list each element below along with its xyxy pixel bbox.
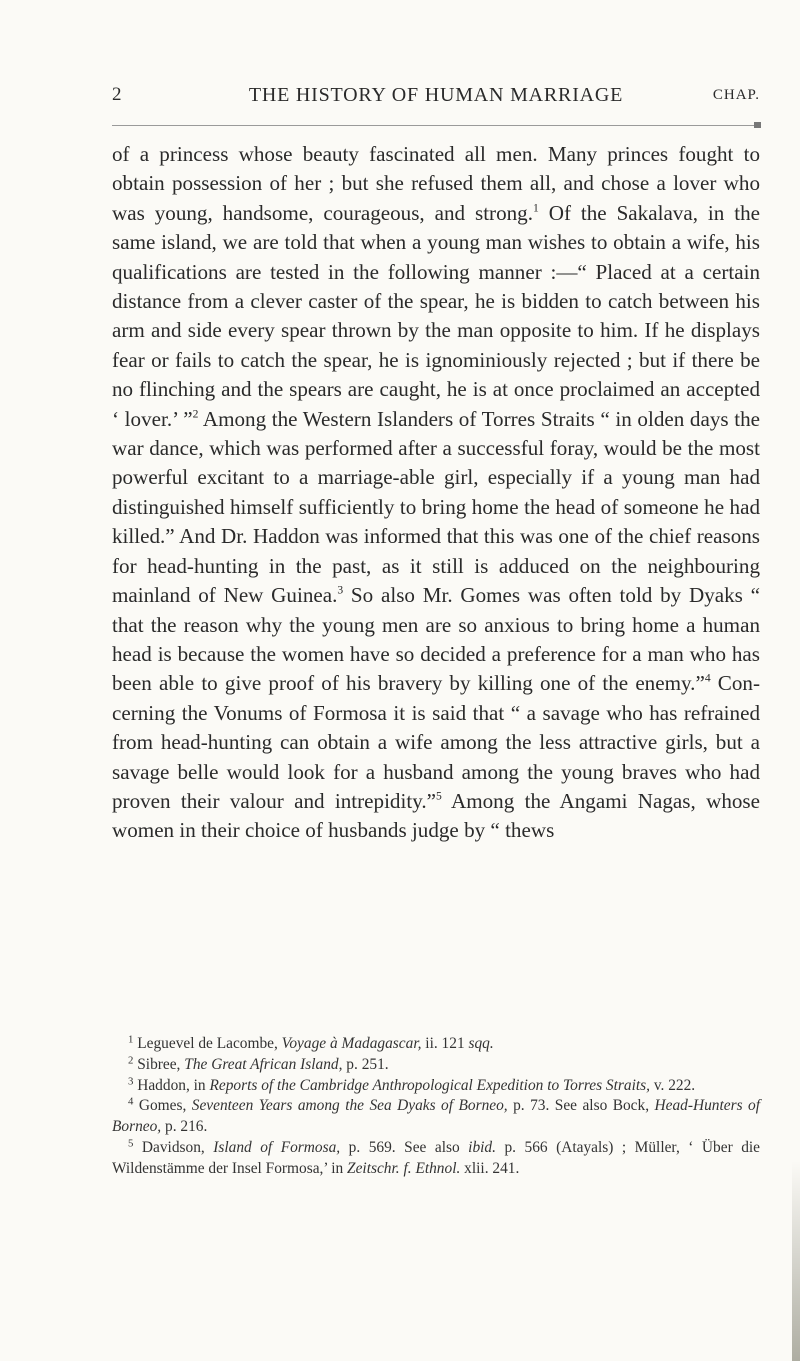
header-rule bbox=[112, 125, 757, 126]
page-number: 2 bbox=[112, 84, 122, 105]
footnote-4: $^4$ Gomes, Seventeen Years among the Sea Dyaks of Borneo, p. 73. See also Bock, Head-Hunters of Borneo, p. 216. bbox=[112, 1096, 760, 1136]
footnote-ref: 5 bbox=[436, 789, 442, 803]
body-sentence: Of the Sakalava, in the same island, we are told that when a young man wishes to obtain a wife, his qualifications are tested in the following manner :—“ Placed at a certain distance from a clever caster of the spear, he is bidden to catch between his arm and side every spear thrown by the man opposite to him. If he displays fear or fails to catch the spear, he is ignominiously rejected ; but if there be no flinching and the spears are caught, he is at once proclaimed an accepted ‘ lover.’ ” bbox=[112, 200, 760, 431]
body-sentence: Among the Angami Nagas, whose women in their choice of husbands judge by “ thews bbox=[112, 788, 760, 843]
body-paragraph bbox=[112, 140, 760, 846]
footnotes bbox=[112, 1034, 760, 1180]
chapter-label: CHAP. bbox=[712, 87, 760, 103]
footnote-3: $^3$ Haddon, in Reports of the Cambridge Anthropological Expedition to Torres Straits, v. 222. bbox=[128, 1075, 696, 1094]
header-rule-end bbox=[754, 122, 761, 128]
body-sentence: Con-cerning the Vonums of Formosa it is said that “ a savage who has refrained from head-hunting can obtain a wife among the less attractive girls, but a savage belle would look for a husband among the young braves who had proven their valour and intrepidity.” bbox=[112, 671, 760, 813]
footnote-ref: 3 bbox=[337, 583, 344, 597]
page-edge-shadow bbox=[792, 1161, 800, 1361]
footnote-ref: 4 bbox=[704, 671, 711, 685]
running-header bbox=[112, 84, 760, 114]
body-text bbox=[112, 140, 760, 846]
body-sentence: Among the Western Islanders of Torres Straits “ in olden days the war dance, which was performed after a successful foray, would be the most powerful excitant to a marriage-able girl, especially if a young man had distinguished himself sufficiently to bring home the head of someone he had killed.” And Dr. Haddon was informed that this was one of the chief reasons for head-hunting in the past, as it still is adduced on the neighbouring mainland of New Guinea. bbox=[112, 406, 761, 608]
footnote-ref: 1 bbox=[533, 201, 539, 215]
running-title: THE HISTORY OF HUMAN MARRIAGE bbox=[248, 84, 624, 106]
body-sentence: So also Mr. Gomes was often told by Dyaks “ that the reason why the young men are so anxious to bring home a human head is because the women have so decided a preference for a man who has been able to give proof of his bravery by killing one of the enemy.” bbox=[112, 583, 760, 696]
body-sentence: of a princess whose beauty fascinated all men. Many princes fought to obtain possession of her ; but she refused them all, and chose a lover who was young, handsome, courageous, and strong. bbox=[112, 142, 760, 225]
footnote-2: $^2$ Sibree, The Great African Island, p. 251. bbox=[128, 1054, 389, 1073]
footnote-ref: 2 bbox=[192, 406, 199, 420]
footnote-1: $^1$ Leguevel de Lacombe, Voyage à Madagascar, ii. 121 sqq. bbox=[128, 1033, 494, 1052]
footnote-5: $^5$ Davidson, Island of Formosa, p. 569. See also ibid. p. 566 (Atayals) ; Müller, ‘ Über die Wildenstämme der Insel Formosa,’ in Zeitschr. f. Ethnol. xlii. 241. bbox=[112, 1137, 760, 1177]
